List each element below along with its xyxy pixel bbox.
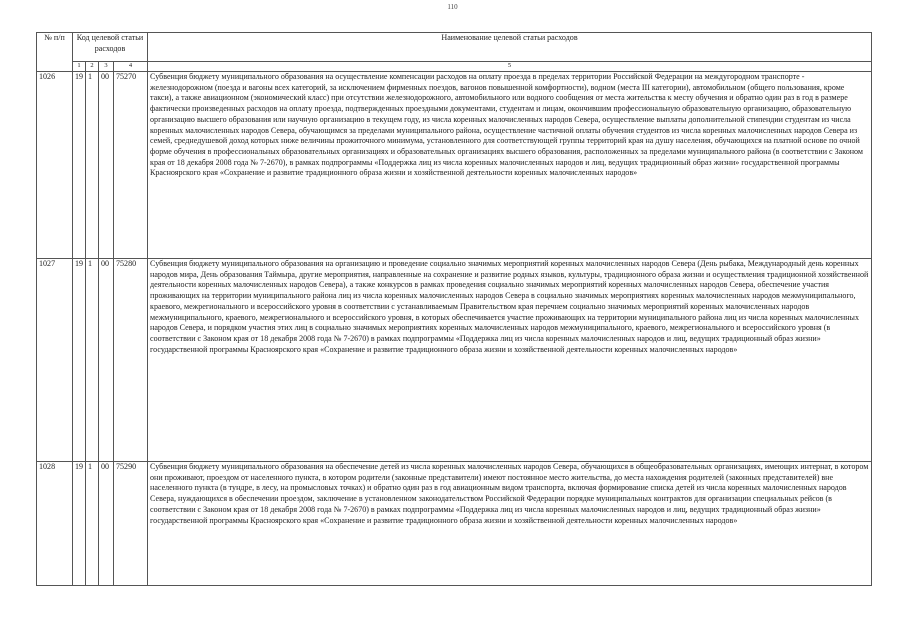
column-number-row	[37, 62, 872, 72]
code-part-4: 75290	[114, 462, 148, 586]
row-number: 1026	[37, 72, 73, 259]
row-description: Субвенция бюджету муниципального образования на обеспечение детей из числа коренных малочисленных народов Севера, обучающихся в общеобразовательных организациях, имеющих интернат, в котором они проживают, проездом от населенного пункта, в котором родители (законные представители) имеют постоянное место жительства, до места нахождения родителей (законных представителей) вне населенного пункта (в тундре, в лесу, на промысловых точках) и обратно один раз в год авиационным видом транспорта, включая формирование списка детей из числа коренных малочисленных народов Севера, нуждающихся в обеспечении проездом, заключение в установленном законодательством Российской Федерации порядке муниципальных контрактов для организации специальных рейсов (в соответствии с Законом края от 18 декабря 2008 года № 7-2670) в рамках подпрограммы «Поддержка лиц из числа коренных малочисленных народов и лиц, ведущих традиционный образ жизни» государственной программы Красноярского края «Сохранение и развитие традиционного образа жизни и хозяйственной деятельности коренных малочисленных народов»	[148, 462, 872, 586]
code-part-2: 1	[86, 259, 99, 462]
row-number: 1027	[37, 259, 73, 462]
header-target-code: Код целевой статьи расходов	[73, 33, 148, 62]
code-part-4: 75270	[114, 72, 148, 259]
row-description: Субвенция бюджету муниципального образования на организацию и проведение социально значимых мероприятий коренных малочисленных народов Севера (День рыбака, Международный день коренных народов мира, День образования Таймыра, другие мероприятия, направленные на сохранение и развитие родных языков, культуры, традиционного образа жизни и осуществления традиционной хозяйственной деятельности коренных малочисленных народов Севера), а также конкурсов в рамках проведения социально значимых мероприятий коренных малочисленных народов Севера, обеспечение участия проживающих на территории муниципального района лиц из числа коренных малочисленных народов Севера в социально значимых мероприятиях коренных малочисленных народов межмуниципального, краевого, межрегионального и всероссийского уровня в соответствии с устанавливаемым Правительством края перечнем социально значимых мероприятий коренных малочисленных народов межмуниципального, краевого, межрегионального и всероссийского уровня, в которых обеспечивается участие проживающих на территории муниципального района лиц из числа коренных малочисленных народов Севера, и порядком участия этих лиц в социально значимых мероприятиях коренных малочисленных народов межмуниципального, краевого, межрегионального и всероссийского уровня (в соответствии с Законом края от 18 декабря 2008 года № 7-2670) в рамках подпрограммы «Поддержка лиц из числа коренных малочисленных народов и лиц, ведущих традиционный образ жизни» государственной программы Красноярского края «Сохранение и развитие традиционного образа жизни и хозяйственной деятельности коренных малочисленных народов»	[148, 259, 872, 462]
column-number: 4	[114, 62, 148, 72]
code-part-1: 19	[73, 72, 86, 259]
code-part-3: 00	[99, 462, 114, 586]
page-number: 110	[447, 3, 458, 11]
table-row	[37, 462, 872, 586]
code-part-3: 00	[99, 72, 114, 259]
table-row	[37, 259, 872, 462]
code-part-1: 19	[73, 462, 86, 586]
code-part-2: 1	[86, 462, 99, 586]
row-number: 1028	[37, 462, 73, 586]
header-row	[37, 33, 872, 62]
code-part-1: 19	[73, 259, 86, 462]
budget-table	[36, 32, 872, 586]
code-part-2: 1	[86, 72, 99, 259]
column-number: 3	[99, 62, 114, 72]
column-number: 2	[86, 62, 99, 72]
column-number: 1	[73, 62, 86, 72]
code-part-3: 00	[99, 259, 114, 462]
header-target-name: Наименование целевой статьи расходов	[148, 33, 872, 62]
code-part-4: 75280	[114, 259, 148, 462]
header-row-number: № п/п	[37, 33, 73, 72]
table-row	[37, 72, 872, 259]
column-number: 5	[148, 62, 872, 72]
row-description: Субвенция бюджету муниципального образования на осуществление компенсации расходов на оплату проезда в пределах территории Российской Федерации на междугородном транспорте - железнодорожном (поезда и вагоны всех категорий, за исключением фирменных поездов, вагонов повышенной комфортности), водном (места III категории), автомобильном (общего пользования, кроме такси), а также авиационном (экономический класс) при отсутствии железнодорожного, автомобильного или водного сообщения от места жительства к месту обучения и обратно один раз в год в размере фактически произведенных расходов на оплату проезда, подтвержденных проездными документами, студентам и лицам, окончившим профессиональную образовательную организацию, образовательную организацию высшего образования или научную организацию в текущем году, из числа коренных малочисленных народов Севера, осуществление выплаты дополнительной стипендии студентам из числа коренных малочисленных народов Севера, обучающимся за пределами муниципального района, осуществление частичной оплаты обучения студентов из числа коренных малочисленных народов Севера из семей, среднедушевой доход которых ниже величины прожиточного минимума, установленного для соответствующей группы территорий края на душу населения, обучающихся на платной основе по очной форме обучения в профессиональных образовательных организациях и образовательных организациях высшего образования, расположенных за пределами муниципального района (в соответствии с Законом края от 18 декабря 2008 года № 7-2670), в рамках подпрограммы «Поддержка лиц из числа коренных малочисленных народов и лиц, ведущих традиционный образ жизни» государственной программы Красноярского края «Сохранение и развитие традиционного образа жизни и хозяйственной деятельности коренных малочисленных народов»	[148, 72, 872, 259]
